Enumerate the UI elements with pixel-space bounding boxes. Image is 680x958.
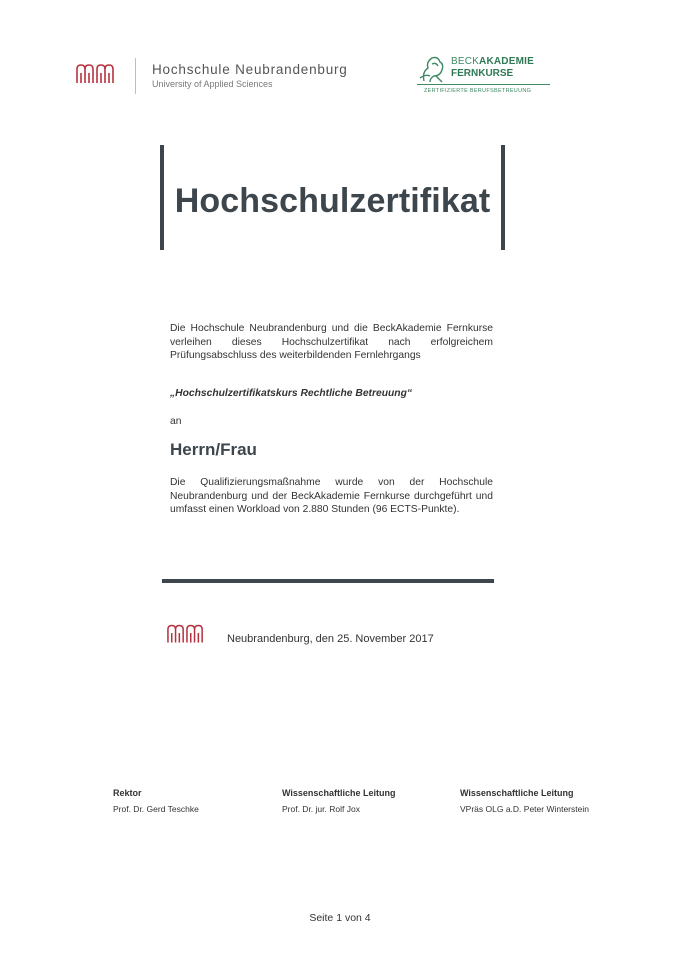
qualification-paragraph: Die Qualifizierungsmaßnahme wurde von der Hochschule Neubrandenburg und der BeckAkademie Fernkurse durchgeführt und umfasst einen Workload von 2.880 Stunden (96 ECTS-Punkte).	[170, 477, 493, 515]
beck-word: BECK	[451, 56, 480, 67]
hsnb-name: Hochschule Neubrandenburg	[152, 62, 348, 77]
beck-tagline: ZERTIFIZIERTE BERUFSBETREUUNG	[424, 88, 532, 94]
signature-name-leitung-1: Prof. Dr. jur. Rolf Jox	[282, 804, 360, 814]
griffin-logo-icon	[418, 54, 448, 84]
intro-paragraph: Die Hochschule Neubrandenburg und die BeckAkademie Fernkurse verleihen dieses Hochschulzertifikat nach erfolgreichem Prüfungsabschluss des weiterbildenden Fernlehrgangs	[170, 323, 493, 361]
signature-name-rektor: Prof. Dr. Gerd Teschke	[113, 804, 199, 814]
beck-akademie-wordmark	[451, 56, 534, 67]
recipient-name: Herrn/Frau	[170, 440, 257, 459]
section-rule	[162, 579, 494, 583]
certificate-title: Hochschulzertifikat	[174, 182, 491, 220]
beck-rule	[417, 84, 550, 85]
hsnb-arches-logo-icon	[76, 64, 116, 84]
hsnb-arches-small-icon	[167, 623, 205, 645]
course-name: „Hochschulzertifikatskurs Rechtliche Betreuung“	[170, 388, 413, 399]
hsnb-subtitle: University of Applied Sciences	[152, 79, 273, 89]
signature-role-leitung-2: Wissenschaftliche Leitung	[460, 788, 574, 798]
an-label: an	[170, 416, 182, 427]
akademie-word: AKADEMIE	[479, 56, 534, 67]
header-divider	[135, 58, 136, 94]
page-number: Seite 1 von 4	[309, 912, 371, 924]
signature-role-leitung-1: Wissenschaftliche Leitung	[282, 788, 396, 798]
title-bar-right	[501, 145, 505, 250]
place-date: Neubrandenburg, den 25. November 2017	[227, 633, 434, 645]
signature-name-leitung-2: VPräs OLG a.D. Peter Winterstein	[460, 804, 589, 814]
signature-role-rektor: Rektor	[113, 788, 142, 798]
beck-fernkurse: FERNKURSE	[451, 68, 514, 79]
